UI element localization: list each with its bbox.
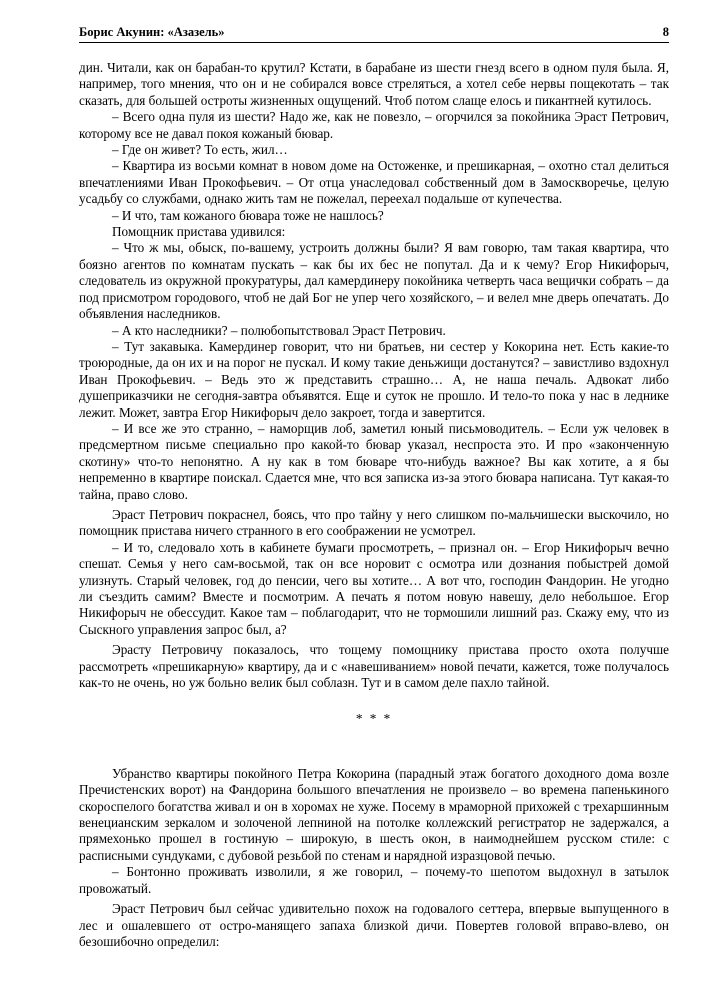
paragraph: – И то, следовало хоть в кабинете бумаги просмотреть, – признал он. – Егор Никифорыч вечно спешат. Семья у него сам-восьмой, так он все норовит с осмотра или дознания побыстрей домой улизнуть. Старый человек, год до пенсии, чего вы хотите… А вот что, господин Фандорин. Не угодно ли съездить самим? Вместе и посмотрим. А печать я потом новую навешу, дело небольшое. Егор Никифорыч не обессудит. Какое там – поблагодарит, что не тормошили лишний раз. Скажу ему, что из Сыскного управления запрос был, а?: [79, 539, 669, 637]
paragraph: – Где он живет? То есть, жил…: [112, 142, 288, 158]
paragraph: дин. Читали, как он барабан-то крутил? Кстати, в барабане из шести гнезд всего в одном пуля была. Я, например, того мнения, что он и не собирался вовсе стреляться, а хотел себе нервы пощекотать – так сказать, для большей остроты жизненных ощущений. Чтоб потом слаще елось и пикантней кутилось.: [79, 60, 669, 108]
paragraph: Эраст Петрович покраснел, боясь, что про тайну у него слишком по-мальчишески выскочило, но помощник пристава ничего странного в его соображении не усмотрел.: [79, 506, 669, 539]
paragraph: – И что, там кожаного бювара тоже не нашлось?: [112, 207, 384, 223]
paragraph: – Что ж мы, обыск, по-вашему, устроить должны были? Я вам говорю, там такая квартира, что боязно агентов по комнатам пускать – как бы их бес не попутал. Да и к чему? Егор Никифорыч, следователь из окружной прокуратуры, дал камердинеру покойника четверть часа вещички собрать – да под присмотром городового, чтоб не дай Бог не упер чего хозяйского, – и велел мне дверь опечатать. До объявления наследников.: [79, 240, 669, 322]
book-title: Борис Акунин: «Азазель»: [79, 25, 225, 39]
header-rule: [79, 42, 669, 43]
paragraph: Убранство квартиры покойного Петра Кокорина (парадный этаж богатого доходного дома возле Пречистенских ворот) на Фандорина большого впечатления не произвело – во времена папенькиного скороспелого богатства живал и он в хоромах не хуже. Посему в мраморной прихожей с трехаршинным венецианским зеркалом и золоченой лепниной на потолке коллежский регистратор не задержался, а прямехонько прошел в гостиную – широкую, в шесть окон, в наимоднейшем русском стиле: с расписными сундуками, с дубовой резьбой по стенам и нарядной изразцовой печью.: [79, 765, 669, 863]
paragraph: – Бонтонно проживать изволили, я же говорил, – почему-то шепотом выдохнул в затылок провожатый.: [79, 864, 669, 896]
paragraph: Помощник пристава удивился:: [112, 224, 286, 240]
paragraph: – Всего одна пуля из шести? Надо же, как не повезло, – огорчился за покойника Эраст Петрович, которому все не давал покоя кожаный бювар.: [79, 109, 669, 141]
paragraph: – А кто наследники? – полюбопытствовал Эраст Петрович.: [112, 322, 446, 338]
paragraph: Эрасту Петровичу показалось, что тощему помощнику пристава просто охота получше рассмотреть «прешикарную» квартиру, да и с «навешиванием» новой печати, кажется, тоже получалось как-то не очень, но уж больно велик был соблазн. Тут и в самом деле пахло тайной.: [79, 642, 669, 691]
running-head: [79, 25, 669, 40]
paragraph: – Тут закавыка. Камердинер говорит, что ни братьев, ни сестер у Кокорина нет. Есть какие-то троюродные, да он их и на порог не пускал. И кому такие деньжищи достанутся? – завистливо вздохнул Иван Прокофьевич. – Ведь это ж представить страшно… А, не наша печаль. Адвокат либо душеприказчики не сегодня-завтра объявятся. Еще и суток не прошло. И тело-то пока у нас в леднике лежит. Может, завтра Егор Никифорыч дело закроет, тогда и завертится.: [79, 338, 669, 420]
paragraph: Эраст Петрович был сейчас удивительно похож на годовалого сеттера, впервые выпущенного в лес и ошалевшего от остро-манящего запаха близкой дичи. Повертев головой вправо-влево, он безошибочно определил:: [79, 901, 669, 949]
page-number: 8: [662, 25, 669, 39]
section-separator: * * *: [355, 711, 393, 727]
paragraph: – Квартира из восьми комнат в новом доме на Остоженке, и прешикарная, – охотно стал делиться впечатлениями Иван Прокофьевич. – От отца унаследовал собственный дом в Замоскворечье, целую усадьбу со службами, однако жить там не пожелал, переехал подальше от купечества.: [79, 158, 669, 207]
paragraph: – И все же это странно, – наморщив лоб, заметил юный письмоводитель. – Если уж человек в предсмертном письме специально про какой-то бювар указал, неспроста это. И про «законченную скотину» что-то непонятно. А ну как в том бюваре что-нибудь важное? Вы как хотите, а я бы непременно в квартире поискал. Сдается мне, что вся записка из-за этого бювара написана. Тут какая-то тайна, право слово.: [79, 420, 669, 502]
body-text: [79, 60, 669, 950]
